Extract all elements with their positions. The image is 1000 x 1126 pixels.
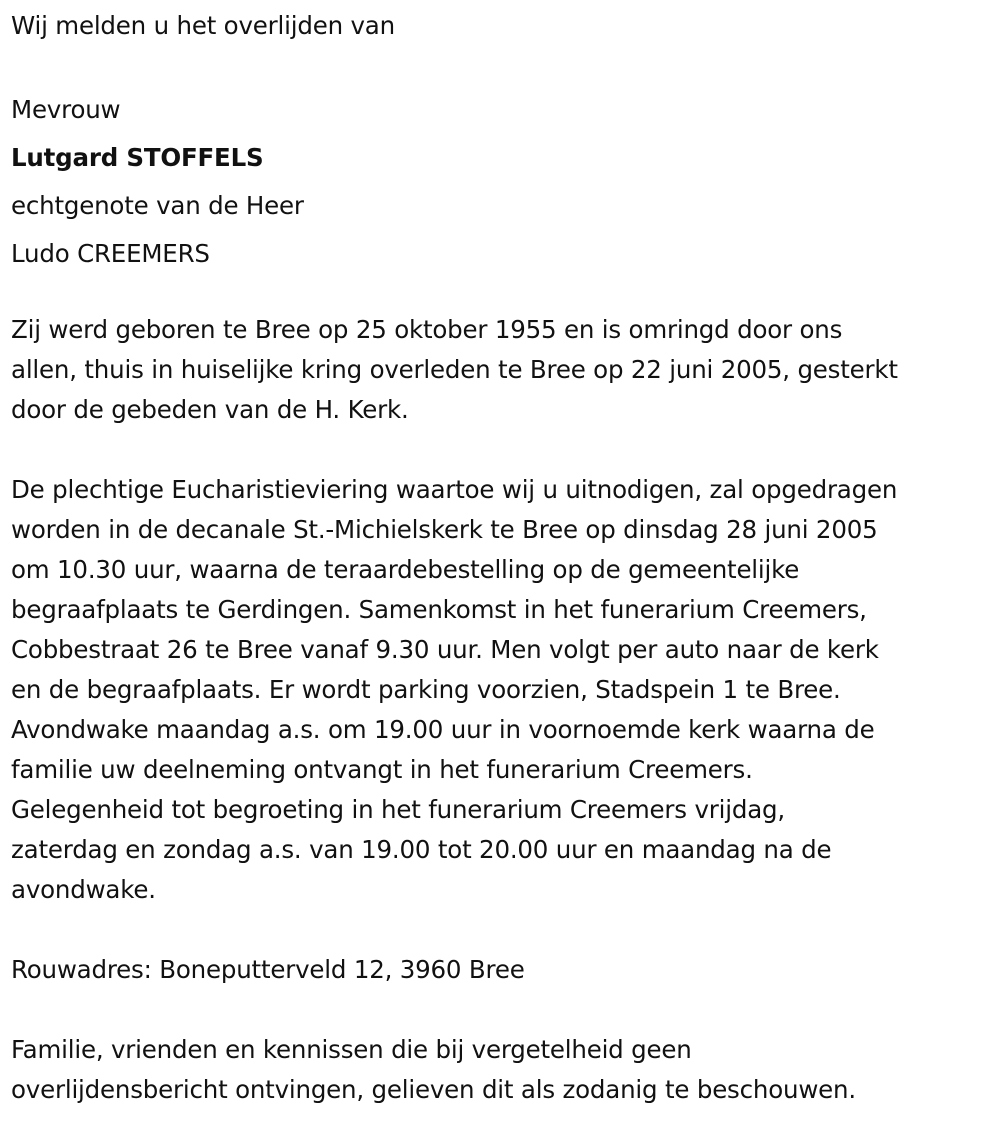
paragraph-line: Cobbestraat 26 te Bree vanaf 9.30 uur. Men volgt per auto naar de kerk	[11, 635, 879, 664]
paragraph-line: De plechtige Eucharistieviering waartoe wij u uitnodigen, zal opgedragen	[11, 475, 898, 504]
birth-death-paragraph	[11, 310, 1000, 430]
ceremony-paragraph	[11, 470, 1000, 910]
paragraph-line: begraafplaats te Gerdingen. Samenkomst in het funerarium Creemers,	[11, 595, 867, 624]
relation-text: echtgenote van de Heer	[11, 191, 304, 220]
spacer	[11, 910, 1000, 950]
paragraph-line: avondwake.	[11, 875, 156, 904]
paragraph-line: door de gebeden van de H. Kerk.	[11, 395, 409, 424]
paragraph-line: Familie, vrienden en kennissen die bij vergetelheid geen	[11, 1035, 692, 1064]
paragraph-line: Zij werd geboren te Bree op 25 oktober 1955 en is omringd door ons	[11, 315, 843, 344]
paragraph-line: en de begraafplaats. Er wordt parking voorzien, Stadspein 1 te Bree.	[11, 675, 841, 704]
paragraph-line: zaterdag en zondag a.s. van 19.00 tot 20.00 uur en maandag na de	[11, 835, 832, 864]
paragraph-line: overlijdensbericht ontvingen, gelieven dit als zodanig te beschouwen.	[11, 1075, 856, 1104]
spacer	[11, 430, 1000, 470]
spacer	[11, 278, 1000, 310]
honorific: Mevrouw	[11, 95, 121, 124]
mourning-address: Rouwadres: Boneputterveld 12, 3960 Bree	[11, 955, 525, 984]
paragraph-line: worden in de decanale St.-Michielskerk te Bree op dinsdag 28 juni 2005	[11, 515, 878, 544]
intro-text: Wij melden u het overlijden van	[11, 11, 395, 40]
paragraph-line: Gelegenheid tot begroeting in het funerarium Creemers vrijdag,	[11, 795, 785, 824]
closing-paragraph	[11, 1030, 1000, 1110]
spacer	[11, 46, 1000, 86]
paragraph-line: Avondwake maandag a.s. om 19.00 uur in voornoemde kerk waarna de	[11, 715, 875, 744]
paragraph-line: om 10.30 uur, waarna de teraardebestelling op de gemeentelijke	[11, 555, 800, 584]
paragraph-line: allen, thuis in huiselijke kring overleden te Bree op 22 juni 2005, gesterkt	[11, 355, 898, 384]
paragraph-line: familie uw deelneming ontvangt in het funerarium Creemers.	[11, 755, 753, 784]
deceased-block	[11, 86, 1000, 278]
spouse-name: Ludo CREEMERS	[11, 239, 210, 268]
spacer	[11, 990, 1000, 1030]
deceased-name: Lutgard STOFFELS	[11, 143, 264, 172]
